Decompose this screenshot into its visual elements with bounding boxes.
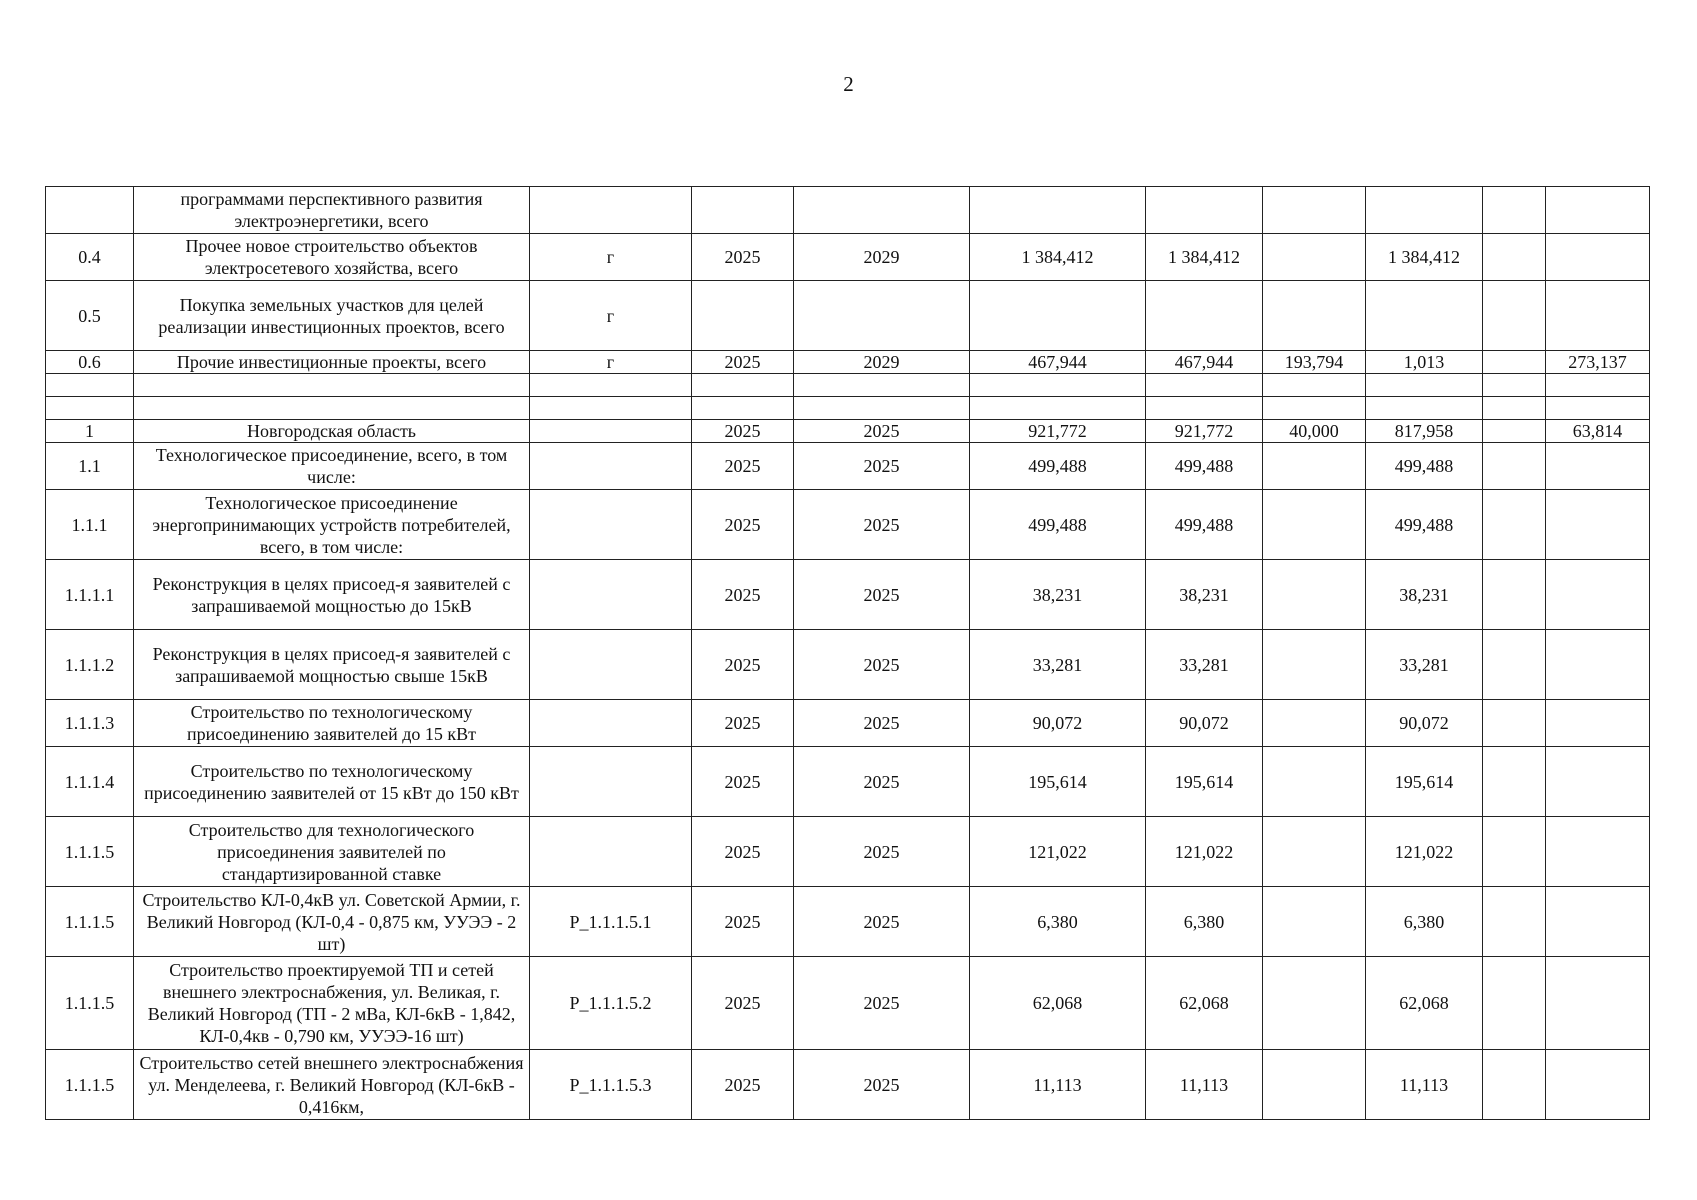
value-cell	[1483, 490, 1546, 560]
value-cell	[1546, 187, 1650, 234]
value-cell: 499,488	[970, 443, 1146, 490]
row-number-cell: 1.1.1.5	[46, 1050, 134, 1120]
table-row	[46, 443, 1650, 490]
value-cell	[794, 281, 970, 351]
value-cell	[692, 374, 794, 397]
value-cell: 2025	[692, 887, 794, 957]
value-cell: P_1.1.1.5.2	[530, 957, 692, 1050]
value-cell: 6,380	[1366, 887, 1483, 957]
value-cell: 2025	[794, 630, 970, 700]
row-name-cell: Прочее новое строительство объектов электросетевого хозяйства, всего	[134, 234, 530, 281]
value-cell: 90,072	[970, 700, 1146, 747]
value-cell	[530, 490, 692, 560]
row-name-cell: Строительство по технологическому присоединению заявителей до 15 кВт	[134, 700, 530, 747]
value-cell: 2025	[794, 817, 970, 887]
value-cell	[1263, 374, 1366, 397]
table-row	[46, 700, 1650, 747]
row-name-cell: Покупка земельных участков для целей реализации инвестиционных проектов, всего	[134, 281, 530, 351]
value-cell: 921,772	[1146, 420, 1263, 443]
value-cell	[1546, 700, 1650, 747]
value-cell	[1263, 490, 1366, 560]
table-row	[46, 187, 1650, 234]
value-cell: 2025	[692, 443, 794, 490]
value-cell: 2025	[794, 1050, 970, 1120]
value-cell	[530, 397, 692, 420]
value-cell	[1366, 281, 1483, 351]
value-cell	[1483, 887, 1546, 957]
value-cell	[1263, 187, 1366, 234]
value-cell	[1546, 747, 1650, 817]
table-row	[46, 560, 1650, 630]
value-cell: 2025	[692, 234, 794, 281]
value-cell	[1546, 887, 1650, 957]
value-cell	[530, 374, 692, 397]
value-cell: 38,231	[970, 560, 1146, 630]
value-cell	[1366, 187, 1483, 234]
value-cell	[1483, 817, 1546, 887]
value-cell: 6,380	[970, 887, 1146, 957]
row-number-cell: 1.1.1.5	[46, 957, 134, 1050]
value-cell: 90,072	[1146, 700, 1263, 747]
row-name-cell: Строительство КЛ-0,4кВ ул. Советской Армии, г. Великий Новгород (КЛ-0,4 - 0,875 км, УУЭЭ - 2 шт)	[134, 887, 530, 957]
value-cell	[1366, 374, 1483, 397]
value-cell: 195,614	[1366, 747, 1483, 817]
value-cell: 2025	[692, 957, 794, 1050]
value-cell	[1546, 630, 1650, 700]
value-cell: 40,000	[1263, 420, 1366, 443]
value-cell	[970, 374, 1146, 397]
value-cell	[1483, 187, 1546, 234]
value-cell	[970, 281, 1146, 351]
table-row	[46, 1050, 1650, 1120]
value-cell	[1146, 397, 1263, 420]
value-cell: 195,614	[1146, 747, 1263, 817]
value-cell	[1546, 560, 1650, 630]
row-name-cell: Строительство для технологического присоединения заявителей по стандартизированной ставке	[134, 817, 530, 887]
table-row	[46, 397, 1650, 420]
value-cell: 2025	[794, 700, 970, 747]
value-cell	[1546, 817, 1650, 887]
value-cell: 1 384,412	[1366, 234, 1483, 281]
value-cell	[530, 700, 692, 747]
value-cell	[1263, 957, 1366, 1050]
value-cell: 467,944	[970, 351, 1146, 374]
row-number-cell: 1.1.1.5	[46, 817, 134, 887]
value-cell: 62,068	[1146, 957, 1263, 1050]
value-cell	[1263, 700, 1366, 747]
value-cell: 1 384,412	[1146, 234, 1263, 281]
value-cell	[1263, 817, 1366, 887]
row-name-cell: Технологическое присоединение энергопринимающих устройств потребителей, всего, в том числе:	[134, 490, 530, 560]
row-name-cell: программами перспективного развития электроэнергетики, всего	[134, 187, 530, 234]
row-name-cell: Строительство сетей внешнего электроснабжения ул. Менделеева, г. Великий Новгород (КЛ-6кВ - 0,416км,	[134, 1050, 530, 1120]
value-cell: г	[530, 234, 692, 281]
table-row	[46, 281, 1650, 351]
table-row	[46, 234, 1650, 281]
value-cell	[1546, 490, 1650, 560]
value-cell	[1546, 234, 1650, 281]
value-cell: 2025	[692, 817, 794, 887]
value-cell: 2025	[692, 1050, 794, 1120]
value-cell	[1483, 630, 1546, 700]
value-cell	[1483, 1050, 1546, 1120]
value-cell	[1546, 957, 1650, 1050]
value-cell: 2025	[692, 490, 794, 560]
row-number-cell: 1	[46, 420, 134, 443]
value-cell: 195,614	[970, 747, 1146, 817]
row-name-cell: Прочие инвестиционные проекты, всего	[134, 351, 530, 374]
row-number-cell: 1.1.1.1	[46, 560, 134, 630]
value-cell: 2025	[794, 443, 970, 490]
value-cell: 2025	[794, 957, 970, 1050]
value-cell: 62,068	[1366, 957, 1483, 1050]
value-cell: 2025	[794, 490, 970, 560]
table-row	[46, 957, 1650, 1050]
row-number-cell: 1.1.1.3	[46, 700, 134, 747]
value-cell: 38,231	[1366, 560, 1483, 630]
value-cell	[1146, 281, 1263, 351]
row-name-cell: Строительство по технологическому присоединению заявителей от 15 кВт до 150 кВт	[134, 747, 530, 817]
row-name-cell	[134, 374, 530, 397]
value-cell	[1546, 443, 1650, 490]
value-cell	[1263, 747, 1366, 817]
value-cell: 121,022	[1146, 817, 1263, 887]
value-cell: 2025	[692, 351, 794, 374]
value-cell: 499,488	[1366, 490, 1483, 560]
value-cell: 2025	[692, 560, 794, 630]
value-cell: 2025	[794, 420, 970, 443]
value-cell	[794, 187, 970, 234]
row-number-cell: 1.1.1.5	[46, 887, 134, 957]
row-number-cell: 0.4	[46, 234, 134, 281]
value-cell: 2025	[692, 747, 794, 817]
value-cell	[1483, 351, 1546, 374]
row-name-cell: Строительство проектируемой ТП и сетей внешнего электроснабжения, ул. Великая, г. Великий Новгород (ТП - 2 мВа, КЛ-6кВ - 1,842, КЛ-0,4кв - 0,790 км, УУЭЭ-16 шт)	[134, 957, 530, 1050]
value-cell	[1146, 374, 1263, 397]
value-cell: 499,488	[1146, 490, 1263, 560]
row-number-cell: 0.6	[46, 351, 134, 374]
value-cell: 921,772	[970, 420, 1146, 443]
value-cell	[1263, 397, 1366, 420]
row-number-cell: 1.1	[46, 443, 134, 490]
table-row	[46, 490, 1650, 560]
value-cell	[1263, 560, 1366, 630]
value-cell	[1263, 234, 1366, 281]
value-cell	[794, 374, 970, 397]
value-cell: 499,488	[1146, 443, 1263, 490]
value-cell: 90,072	[1366, 700, 1483, 747]
value-cell	[970, 397, 1146, 420]
value-cell	[530, 420, 692, 443]
row-number-cell: 0.5	[46, 281, 134, 351]
row-number-cell: 1.1.1.2	[46, 630, 134, 700]
value-cell	[530, 560, 692, 630]
investment-program-table	[45, 186, 1650, 1120]
value-cell: 33,281	[1146, 630, 1263, 700]
page-number: 2	[843, 72, 854, 96]
value-cell: 193,794	[1263, 351, 1366, 374]
row-name-cell	[134, 397, 530, 420]
value-cell	[1546, 374, 1650, 397]
row-number-cell	[46, 374, 134, 397]
row-name-cell: Новгородская область	[134, 420, 530, 443]
table-body	[46, 187, 1650, 1120]
row-number-cell: 1.1.1.4	[46, 747, 134, 817]
value-cell	[530, 187, 692, 234]
value-cell: 2025	[692, 420, 794, 443]
row-name-cell: Технологическое присоединение, всего, в том числе:	[134, 443, 530, 490]
row-number-cell	[46, 187, 134, 234]
value-cell: 11,113	[1146, 1050, 1263, 1120]
value-cell: 273,137	[1546, 351, 1650, 374]
value-cell: 1,013	[1366, 351, 1483, 374]
value-cell	[1366, 397, 1483, 420]
value-cell	[1483, 747, 1546, 817]
value-cell	[692, 397, 794, 420]
value-cell	[1483, 560, 1546, 630]
value-cell	[530, 747, 692, 817]
value-cell: 121,022	[970, 817, 1146, 887]
value-cell: P_1.1.1.5.3	[530, 1050, 692, 1120]
value-cell: 62,068	[970, 957, 1146, 1050]
value-cell: 2029	[794, 351, 970, 374]
table-row	[46, 747, 1650, 817]
value-cell: 11,113	[1366, 1050, 1483, 1120]
table-row	[46, 351, 1650, 374]
value-cell	[970, 187, 1146, 234]
table-row	[46, 817, 1650, 887]
row-number-cell	[46, 397, 134, 420]
value-cell	[1483, 957, 1546, 1050]
value-cell	[530, 817, 692, 887]
value-cell	[530, 443, 692, 490]
value-cell: 2025	[794, 560, 970, 630]
value-cell	[1483, 443, 1546, 490]
value-cell	[1483, 234, 1546, 281]
value-cell: 33,281	[970, 630, 1146, 700]
value-cell: 817,958	[1366, 420, 1483, 443]
value-cell	[1263, 630, 1366, 700]
value-cell	[692, 187, 794, 234]
value-cell	[1483, 420, 1546, 443]
value-cell	[1546, 397, 1650, 420]
value-cell	[692, 281, 794, 351]
value-cell: 2025	[692, 700, 794, 747]
value-cell	[1263, 281, 1366, 351]
value-cell: г	[530, 351, 692, 374]
value-cell	[1546, 281, 1650, 351]
row-name-cell: Реконструкция в целях присоед-я заявителей с запрашиваемой мощностью свыше 15кВ	[134, 630, 530, 700]
value-cell: 2025	[794, 747, 970, 817]
value-cell: 499,488	[1366, 443, 1483, 490]
value-cell: г	[530, 281, 692, 351]
value-cell: 1 384,412	[970, 234, 1146, 281]
value-cell	[1483, 397, 1546, 420]
value-cell	[1146, 187, 1263, 234]
value-cell	[1483, 700, 1546, 747]
value-cell	[1546, 1050, 1650, 1120]
table-row	[46, 630, 1650, 700]
table-row	[46, 374, 1650, 397]
table-row	[46, 420, 1650, 443]
value-cell: 33,281	[1366, 630, 1483, 700]
value-cell: 121,022	[1366, 817, 1483, 887]
value-cell: P_1.1.1.5.1	[530, 887, 692, 957]
row-name-cell: Реконструкция в целях присоед-я заявителей с запрашиваемой мощностью до 15кВ	[134, 560, 530, 630]
row-number-cell: 1.1.1	[46, 490, 134, 560]
value-cell: 38,231	[1146, 560, 1263, 630]
table-row	[46, 887, 1650, 957]
value-cell: 2025	[692, 630, 794, 700]
value-cell: 2025	[794, 887, 970, 957]
value-cell: 499,488	[970, 490, 1146, 560]
value-cell	[530, 630, 692, 700]
value-cell	[1483, 281, 1546, 351]
value-cell: 467,944	[1146, 351, 1263, 374]
value-cell	[1263, 1050, 1366, 1120]
value-cell: 11,113	[970, 1050, 1146, 1120]
value-cell	[1483, 374, 1546, 397]
value-cell	[1263, 443, 1366, 490]
value-cell: 63,814	[1546, 420, 1650, 443]
value-cell: 6,380	[1146, 887, 1263, 957]
value-cell	[794, 397, 970, 420]
value-cell: 2029	[794, 234, 970, 281]
value-cell	[1263, 887, 1366, 957]
